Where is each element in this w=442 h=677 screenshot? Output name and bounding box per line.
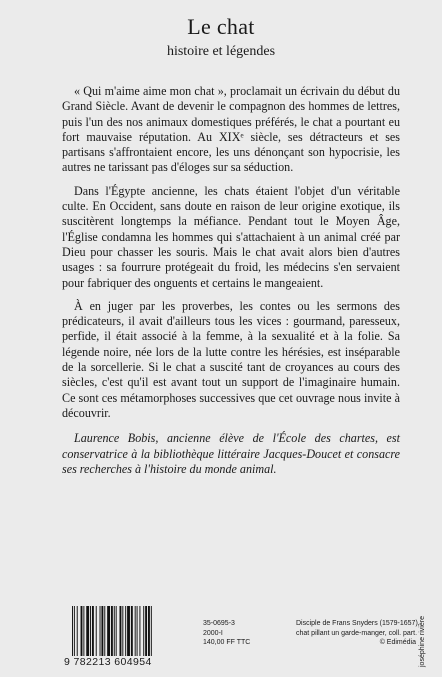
barcode-bar	[114, 606, 115, 656]
barcode-bar	[72, 606, 73, 656]
blurb-paragraph: Dans l'Égypte ancienne, les chats étaient l'objet d'un véritable culte. En Occident, sans doute en raison de leur origine exotique, ils suscitèrent longtemps la méfiance. Pendant tout le Moyen Âge, l'Église condamna les hommes qui s'attachaient à un animal créé par Dieu pour chasser les souris. Mais le chat avait alors bien d'autres usages : sa fourrure protégeait du froid, les médecins s'en servaient pour fabriquer des onguents et certains le mangeaient.	[62, 183, 400, 290]
credit-line: chat pillant un garde-manger, coll. part.	[296, 629, 418, 637]
barcode-bar	[131, 606, 133, 656]
barcode-bar	[81, 606, 83, 656]
barcode-bar	[101, 606, 103, 656]
code-line: 35-0695-3	[203, 620, 235, 627]
book-title: Le chat	[187, 14, 255, 39]
design-credit: joséphine rivière	[419, 616, 426, 667]
barcode-bars	[72, 606, 184, 656]
code-line: 2000-I	[203, 629, 223, 637]
barcode-bar	[86, 606, 89, 656]
blurb-paragraph: À en juger par les proverbes, les contes ou les sermons des prédicateurs, il avait d'ailleurs tous les vices : gourmand, paresseux, perfide, il était associé à la femme, à la sexualité et à la folie. Sa légende noire, née lors de la lutte contre les hérésies, est inséparable de la sorcellerie. Si le chat a suscité tant de croyances au cours des siècles, c'est qu'il est avant tout un support de l'imaginaire humain. Ce sont ces métamorphoses successives que cet ouvrage nous invite à découvrir.	[62, 298, 400, 420]
barcode-bar	[125, 606, 126, 656]
barcode-bar	[135, 606, 136, 656]
blurb-paragraph: « Qui m'aime aime mon chat », proclamait un écrivain du début du Grand Siècle. Avant de devenir le compagnon des hommes de lettres, puis l'un des nos animaux domestiques préférés, le chat a pourtant eu fort mauvaise réputation. Au XIXᵉ siècle, ses détracteurs et ses partisans s'affrontaient encore, les uns dénonçant son hypocrisie, les autres ne tarissant pas d'éloges sur sa séduction.	[62, 84, 400, 175]
credit-line: Disciple de Frans Snyders (1579-1657),	[296, 620, 420, 627]
barcode-bar	[83, 606, 84, 656]
barcode-bar	[96, 606, 97, 656]
book-subtitle: histoire et légendes	[166, 44, 276, 59]
barcode-bar	[139, 606, 140, 656]
barcode-bar	[107, 606, 110, 656]
blurb	[62, 84, 400, 485]
barcode-bar	[90, 606, 91, 656]
barcode-bar	[100, 606, 101, 656]
barcode-bar	[148, 606, 150, 656]
barcode-bar	[116, 606, 117, 656]
publisher-codes	[203, 619, 283, 648]
barcode-bar	[104, 606, 105, 656]
barcode-bar	[145, 606, 147, 656]
barcode-bar	[111, 606, 113, 656]
barcode-bar	[122, 606, 123, 656]
author-note: Laurence Bobis, ancienne élève de l'École des chartes, est conservatrice à la bibliothèque littéraire Jacques-Doucet et consacre ses recherches à l'histoire du monde animal.	[62, 431, 400, 476]
illustration-credit	[296, 619, 420, 648]
barcode-bar	[151, 606, 152, 656]
barcode-bar	[77, 606, 78, 656]
barcode-bar	[120, 606, 122, 656]
barcode-bar	[143, 606, 144, 656]
credit-line: © Edimédia	[379, 639, 416, 646]
barcode-bar	[127, 606, 130, 656]
barcode-bar	[137, 606, 138, 656]
barcode-bar	[92, 606, 94, 656]
barcode	[64, 606, 184, 670]
price: 140,00 FF TTC	[203, 639, 251, 646]
isbn-number: 9 782213 604954	[64, 656, 152, 668]
barcode-bar	[74, 606, 75, 656]
